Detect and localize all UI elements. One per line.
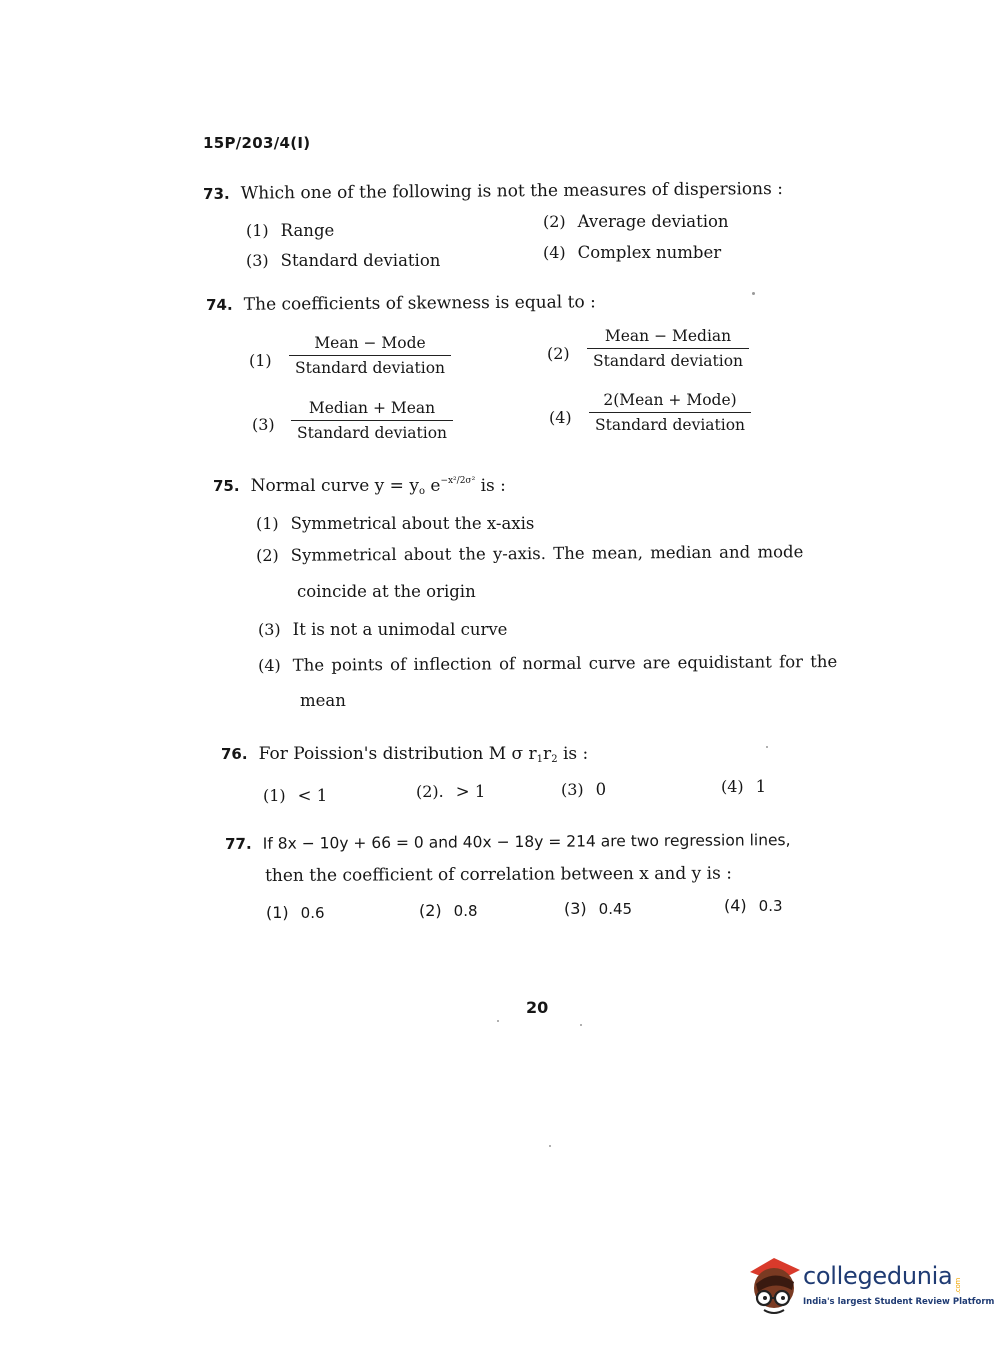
fraction-74-2: [587, 327, 749, 370]
numerator: Median + Mean: [291, 399, 453, 421]
option-text: 1: [755, 777, 767, 796]
option-number: (1): [266, 903, 289, 922]
formula-suffix: is :: [475, 476, 506, 496]
option-number: (4): [543, 243, 566, 262]
option-77-2: [419, 901, 478, 920]
numerator: Mean − Median: [587, 327, 749, 349]
option-number: (3): [561, 780, 584, 799]
subscript: 2: [551, 754, 558, 765]
denominator: Standard deviation: [297, 424, 448, 442]
brand-name: collegedunia: [803, 1262, 953, 1290]
option-number: (1): [246, 221, 269, 240]
option-text: Range: [280, 221, 335, 240]
brand-tagline: India's largest Student Review Platform: [803, 1297, 995, 1307]
question-73: [203, 179, 783, 204]
denominator: Standard deviation: [295, 359, 446, 377]
option-text: Complex number: [577, 243, 722, 262]
option-number: (3): [246, 251, 269, 270]
option-number: (2): [547, 344, 570, 363]
option-text: 0: [595, 780, 607, 799]
option-text-line1: The points of inflection of normal curve are equidistant for the: [292, 651, 838, 675]
option-number: (4): [549, 408, 572, 427]
option-text: 0.3: [758, 897, 783, 915]
option-number: (1): [256, 514, 279, 533]
brand-tld: .com: [954, 1278, 963, 1294]
option-text: Average deviation: [577, 212, 729, 231]
paper-code: 15P/203/4(I): [203, 134, 311, 152]
option-76-2: [416, 782, 485, 801]
option-75-2-cont: coincide at the origin: [297, 582, 476, 601]
option-76-1: [263, 786, 327, 805]
option-73-1: [246, 221, 334, 240]
numerator: 2(Mean + Mode): [589, 391, 751, 413]
question-text: Which one of the following is not the measures of dispersions :: [240, 178, 784, 204]
option-number: (3): [258, 620, 281, 639]
option-75-4: [258, 652, 837, 675]
brand-wordmark: [803, 1262, 968, 1294]
question-number: 75.: [213, 477, 240, 495]
option-text: 0.45: [598, 900, 633, 918]
question-number: 74.: [206, 295, 233, 314]
option-number: (3): [252, 415, 275, 434]
question-number: 73.: [203, 184, 230, 203]
scan-speck: [766, 746, 768, 748]
option-75-4-cont: mean: [300, 691, 346, 710]
fraction-74-1: [289, 334, 451, 377]
option-number: (1): [249, 351, 272, 370]
option-73-2: [543, 212, 729, 231]
option-75-2: [256, 542, 803, 565]
option-number: (1): [263, 786, 286, 805]
option-number: (4): [258, 655, 281, 675]
question-76: [221, 744, 588, 765]
formula-exponent: −x²/2σ²: [440, 476, 476, 486]
question-text-mid: r: [543, 744, 552, 764]
question-text-line1: If 8x − 10y + 66 = 0 and 40x − 18y = 214 are two regression lines,: [262, 831, 791, 853]
question-75: [213, 476, 506, 497]
question-text: The coefficients of skewness is equal to :: [243, 292, 596, 315]
formula-subscript: o: [418, 486, 425, 497]
denominator: Standard deviation: [595, 416, 746, 434]
option-73-4: [543, 243, 721, 262]
scan-speck: [497, 1020, 499, 1022]
scan-speck: [752, 292, 755, 295]
question-number: 76.: [221, 745, 248, 763]
question-text-suffix: is :: [557, 744, 589, 764]
question-77: [225, 830, 791, 853]
option-number: (2): [419, 901, 442, 920]
numerator: Mean − Mode: [289, 334, 451, 356]
formula-prefix: Normal curve y = y: [250, 476, 419, 496]
option-number: (2): [543, 212, 566, 231]
scan-speck: [580, 1024, 582, 1026]
option-number: (2): [256, 545, 279, 565]
option-number: (4): [721, 777, 744, 796]
option-text: Symmetrical about the x-axis: [290, 514, 535, 533]
question-74: [206, 292, 596, 315]
option-76-3: [561, 780, 606, 799]
option-text: 0.6: [300, 904, 325, 922]
option-77-3: [564, 899, 632, 918]
scan-speck: [549, 1145, 551, 1147]
option-76-4: [721, 777, 766, 796]
option-text: > 1: [455, 782, 486, 801]
page-number: 20: [526, 998, 549, 1017]
question-text: [251, 476, 506, 496]
option-text-line1: Symmetrical about the y-axis. The mean, median and mode: [290, 542, 804, 565]
option-text: 0.8: [453, 902, 478, 920]
option-77-4: [724, 896, 783, 915]
option-text: Standard deviation: [280, 251, 441, 270]
fraction-74-4: [589, 391, 751, 434]
question-text: [259, 744, 589, 764]
formula-exp-base: e: [424, 476, 441, 496]
option-75-1: [256, 514, 534, 533]
fraction-74-3: [291, 399, 453, 442]
option-75-3: [258, 620, 507, 639]
option-text: It is not a unimodal curve: [292, 620, 508, 639]
question-text-line2: then the coefficient of correlation between x and y is :: [265, 863, 732, 886]
subscript: 1: [536, 754, 544, 765]
option-number: (2).: [416, 782, 444, 801]
option-number: (3): [564, 899, 587, 918]
option-text: < 1: [297, 786, 328, 805]
option-77-1: [266, 903, 325, 922]
option-73-3: [246, 251, 440, 270]
question-number: 77.: [225, 834, 252, 853]
denominator: Standard deviation: [593, 352, 744, 370]
question-text-prefix: For Poission's distribution M σ r: [258, 744, 537, 764]
option-number: (4): [724, 896, 747, 915]
